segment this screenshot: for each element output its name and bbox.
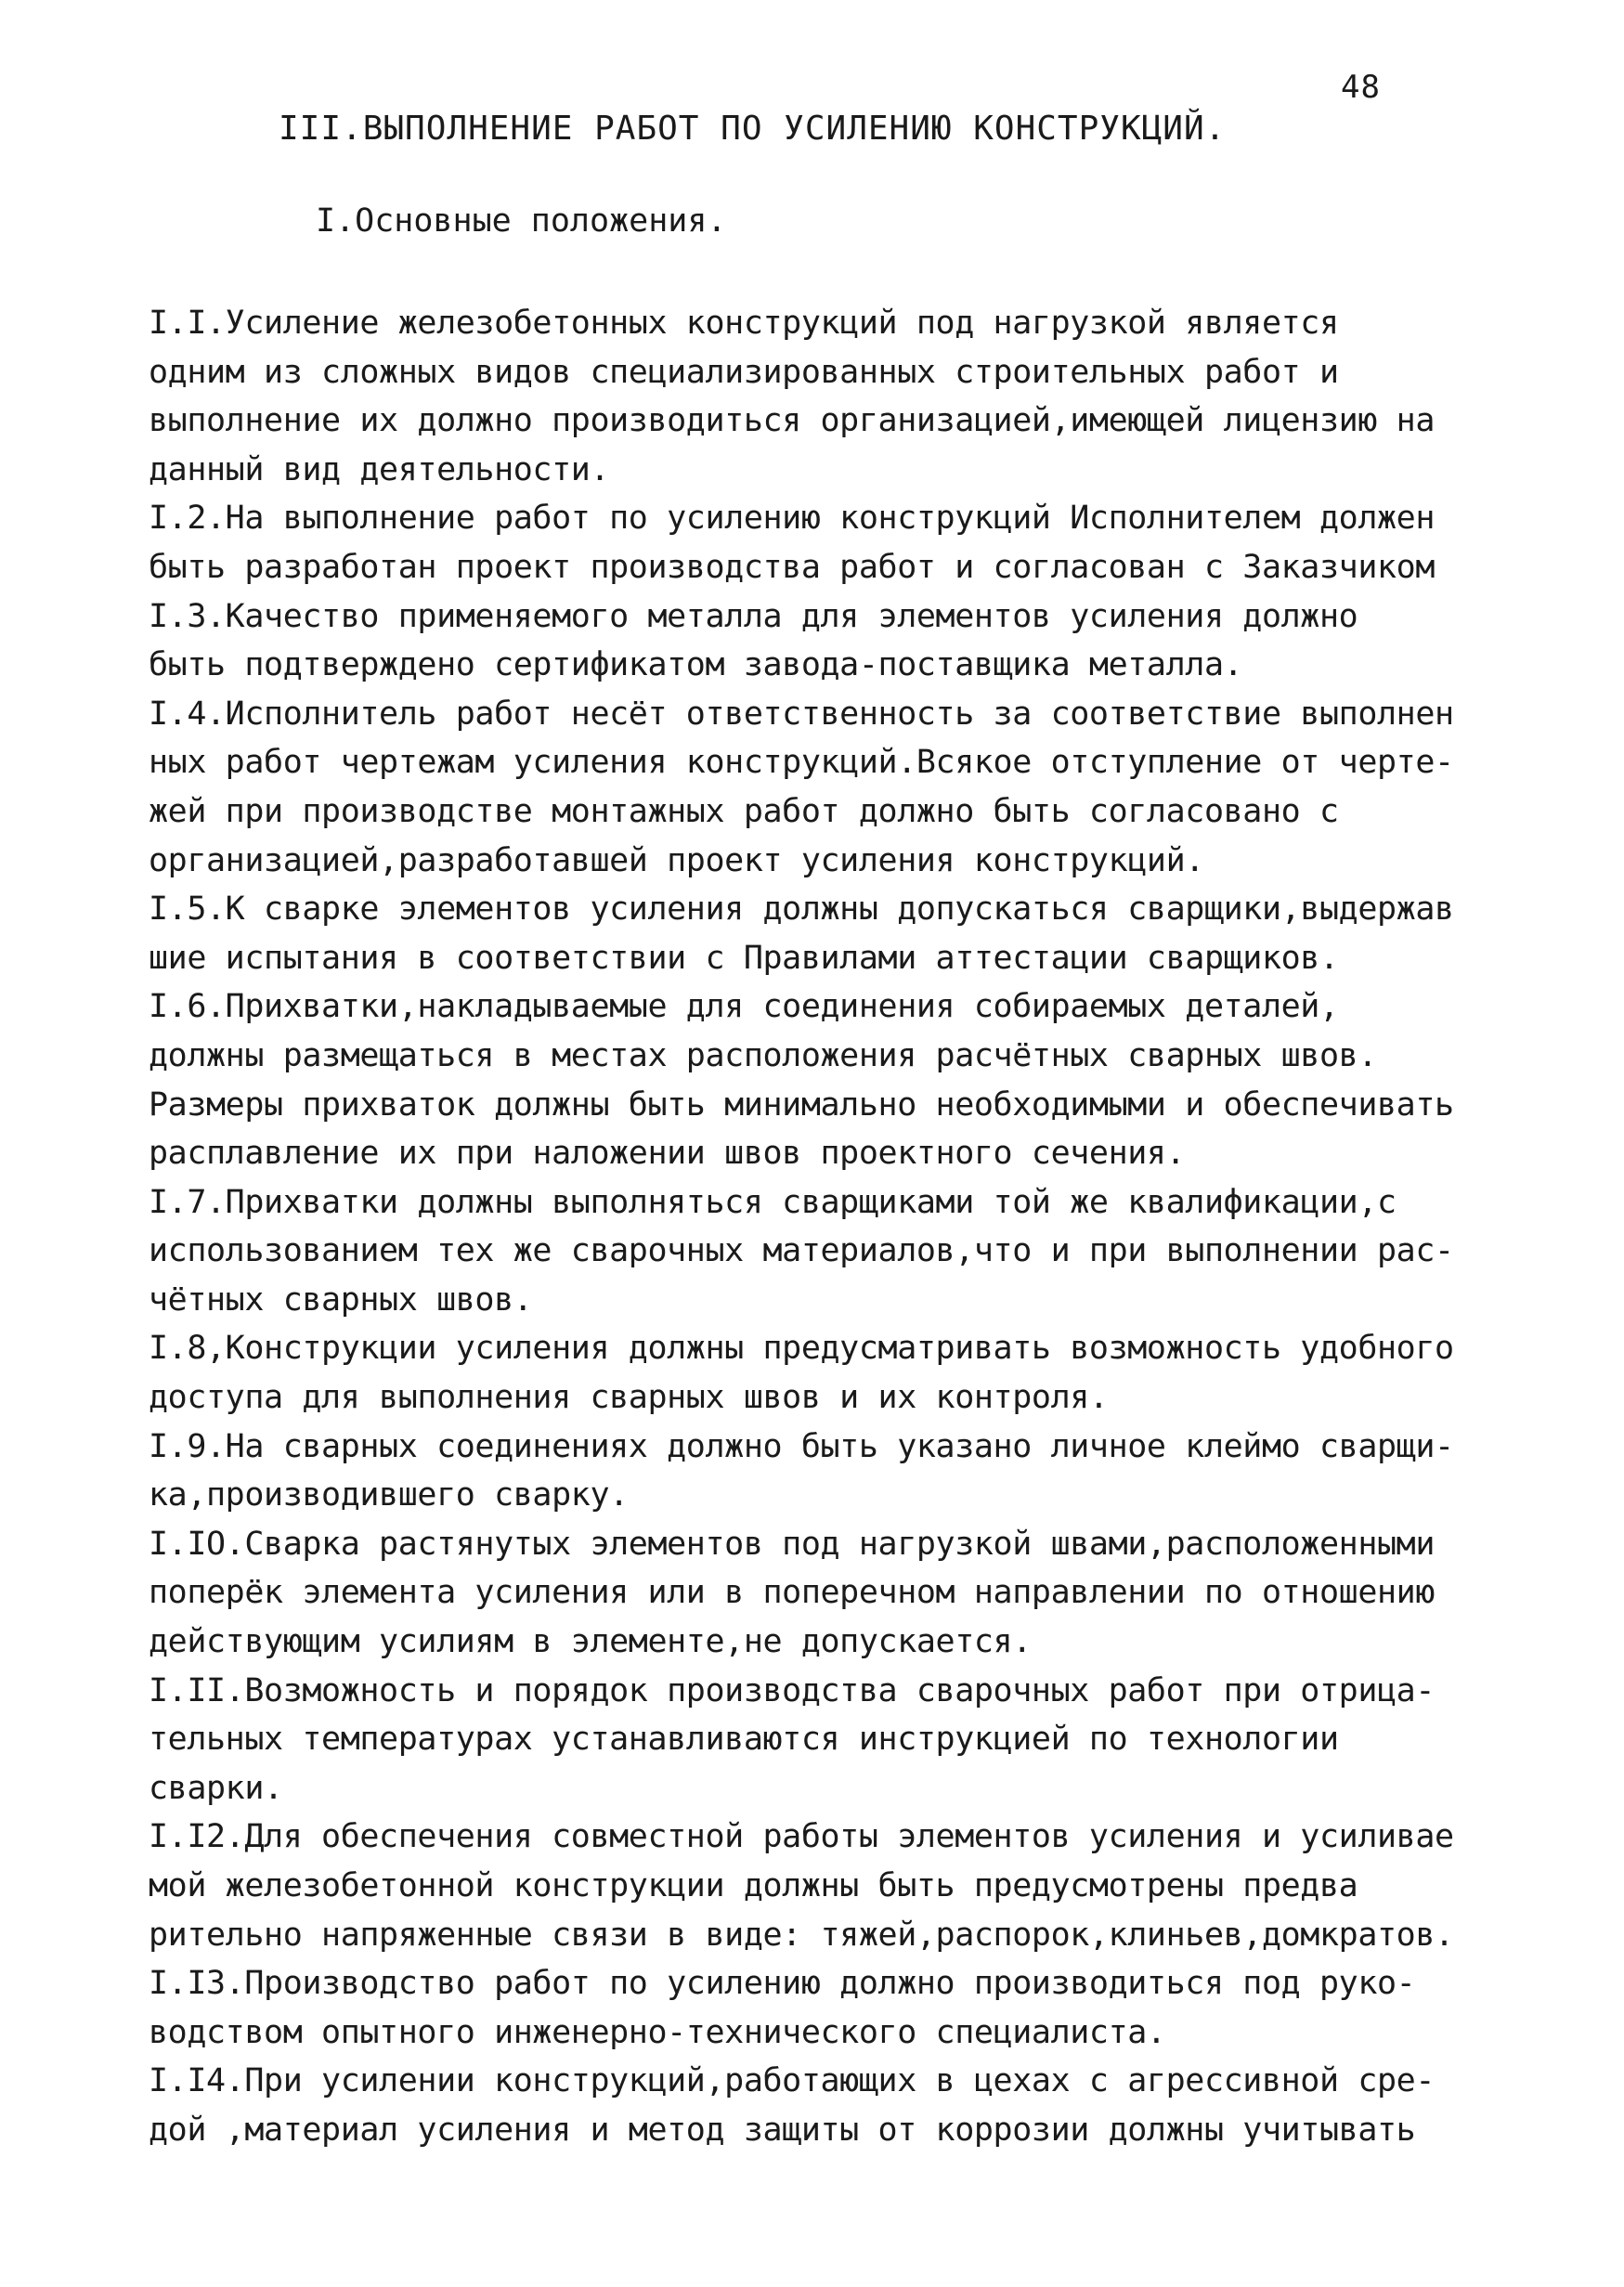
text-line: водством опытного инженерно-технического специалиста. [149, 2013, 1166, 2051]
body-text [149, 299, 1486, 2155]
text-line: I.7.Прихватки должны выполняться сварщиками той же квалификации,с [149, 1183, 1397, 1221]
text-line: I.5.К сварке элементов усиления должны допускаться сварщики,выдержав [149, 890, 1454, 929]
text-line: шие испытания в соответствии с Правилами аттестации сварщиков. [149, 939, 1339, 977]
text-line: I.I2.Для обеспечения совместной работы элементов усиления и усиливае [149, 1818, 1454, 1856]
section-title: III.ВЫПОЛНЕНИЕ РАБОТ ПО УСИЛЕНИЮ КОНСТРУКЦИЙ. [279, 110, 1227, 148]
text-line: расплавление их при наложении швов проектного сечения. [149, 1135, 1186, 1173]
text-line: I.I4.При усилении конструкций,работающих в цехах с агрессивной сре- [149, 2062, 1436, 2100]
text-line: выполнение их должно производиться организацией,имеющей лицензию на [149, 402, 1436, 440]
subsection-title: I.Основные положения. [316, 202, 727, 240]
text-line: поперёк элемента усиления или в поперечном направлении по отношению [149, 1574, 1436, 1612]
text-line: рительно напряженные связи в виде: тяжей,распорок,клиньев,домкратов. [149, 1916, 1454, 1954]
text-line: Размеры прихваток должны быть минимально необходимыми и обеспечивать [149, 1085, 1454, 1124]
text-line: I.IO.Сварка растянутых элементов под нагрузкой швами,расположенными [149, 1525, 1436, 1563]
text-line: тельных температурах устанавливаются инструкцией по технологии [149, 1721, 1339, 1759]
text-line: использованием тех же сварочных материалов,что и при выполнении рас- [149, 1232, 1454, 1270]
text-line: быть подтверждено сертификатом завода-поставщика металла. [149, 646, 1243, 684]
text-line: I.I3.Производство работ по усилению должно производиться под руко- [149, 1965, 1416, 2003]
text-line: действующим усилиям в элементе,не допускается. [149, 1623, 1032, 1661]
text-line: мой железобетонной конструкции должны быть предусмотрены предва [149, 1867, 1358, 1904]
text-line: I.6.Прихватки,накладываемые для соединения собираемых деталей, [149, 988, 1339, 1026]
text-line: ных работ чертежам усиления конструкций.Всякое отступление от черте- [149, 744, 1454, 782]
text-line: одним из сложных видов специализированных строительных работ и [149, 353, 1339, 391]
text-line: I.I.Усиление железобетонных конструкций под нагрузкой является [149, 305, 1339, 342]
text-line: должны размещаться в местах расположения расчётных сварных швов. [149, 1036, 1377, 1074]
text-line: данный вид деятельности. [149, 450, 610, 488]
text-line: I.4.Исполнитель работ несёт ответственность за соответствие выполнен [149, 695, 1454, 733]
text-line: I.3.Качество применяемого металла для элементов усиления должно [149, 597, 1358, 635]
page-number: 48 [1341, 69, 1381, 106]
text-line: сварки. [149, 1769, 283, 1807]
text-line: доступа для выполнения сварных швов и их контроля. [149, 1379, 1109, 1417]
text-line: дой ,материал усиления и метод защиты от коррозии должны учитывать [149, 2111, 1416, 2149]
text-line: организацией,разработавшей проект усиления конструкций. [149, 841, 1204, 879]
text-line: быть разработан проект производства работ и согласован с Заказчиком [149, 548, 1436, 586]
text-line: жей при производстве монтажных работ должно быть согласовано с [149, 792, 1339, 830]
text-line: I.II.Возможность и порядок производства сварочных работ при отрица- [149, 1671, 1436, 1709]
text-line: I.2.На выполнение работ по усилению конструкций Исполнителем должен [149, 500, 1436, 538]
text-line: ка,производившего сварку. [149, 1476, 629, 1514]
text-line: чётных сварных швов. [149, 1280, 533, 1319]
text-line: I.8,Конструкции усиления должны предусматривать возможность удобного [149, 1330, 1454, 1368]
text-line: I.9.На сварных соединениях должно быть указано личное клеймо сварщи- [149, 1427, 1454, 1465]
